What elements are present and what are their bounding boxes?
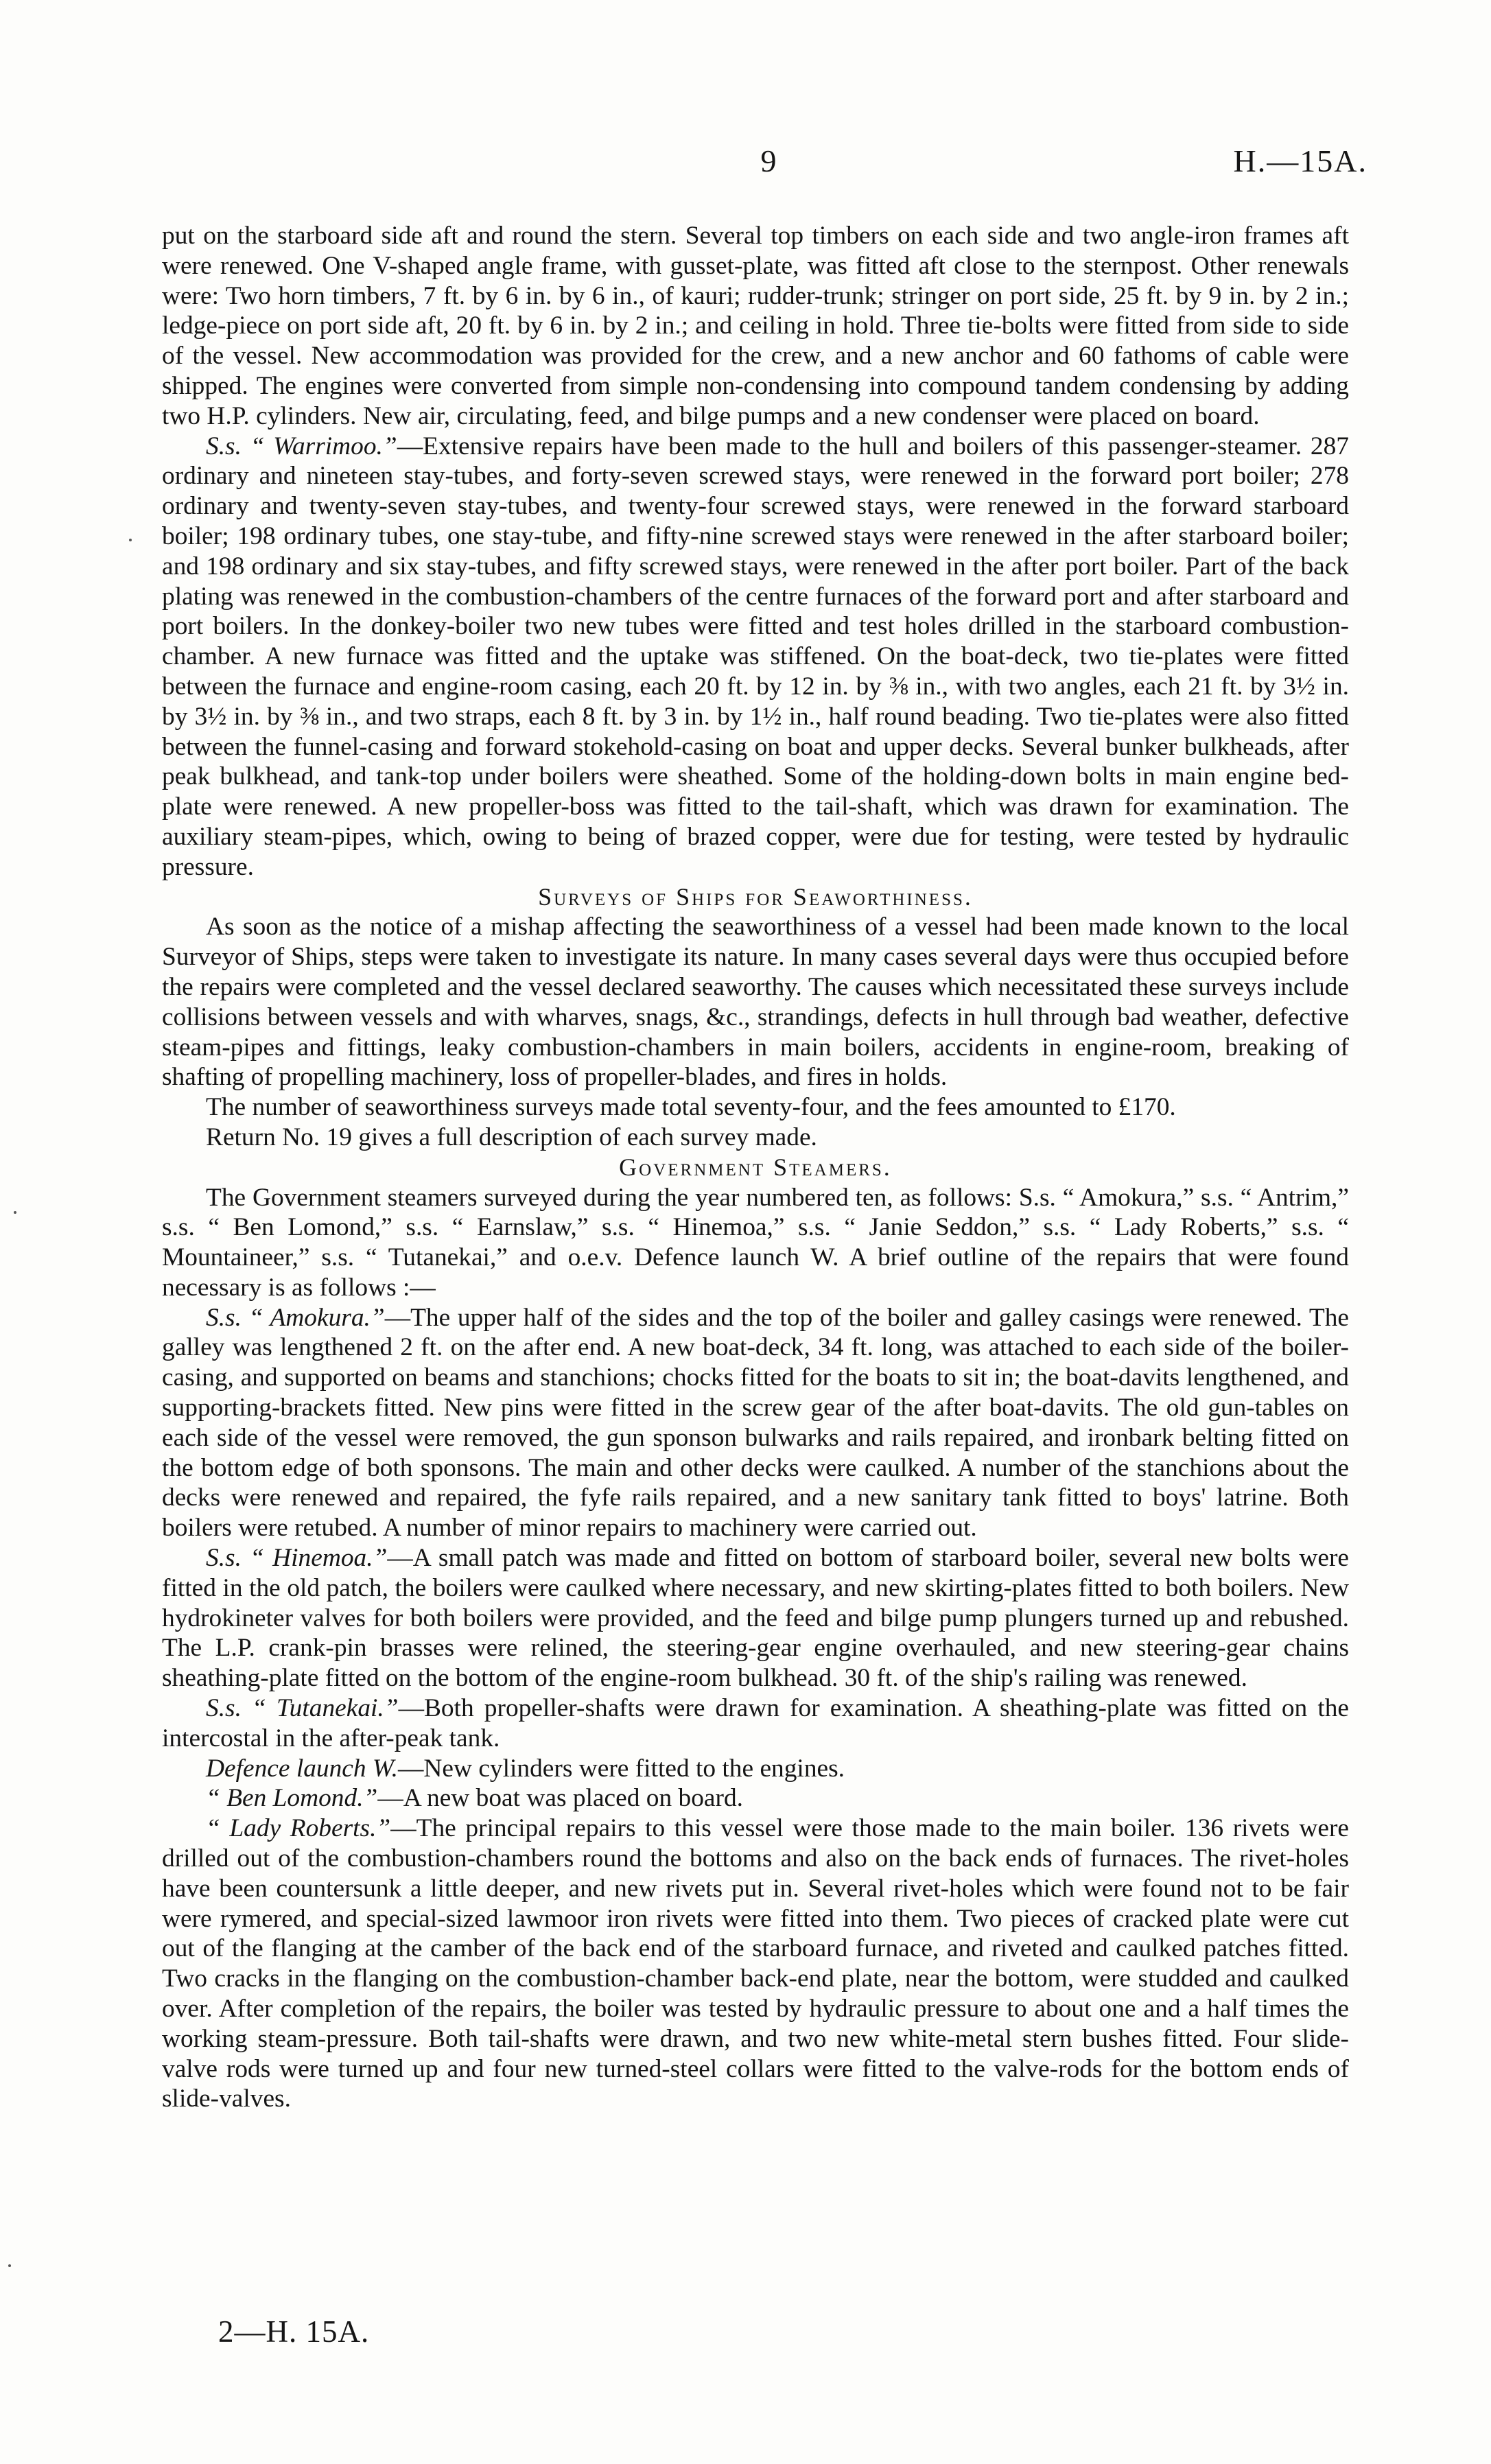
paragraph-text: —A new boat was placed on board. xyxy=(377,1784,744,1813)
section-heading-seaworthiness: Surveys of Ships for Seaworthiness. xyxy=(538,882,973,911)
scan-speck xyxy=(14,1211,16,1214)
vessel-name-warrimoo: S.s. “ Warrimoo.” xyxy=(206,432,397,460)
paragraph-text: —New cylinders were fitted to the engines. xyxy=(398,1754,845,1783)
paragraph-warrimoo xyxy=(162,432,1349,882)
document-body xyxy=(162,221,1349,2114)
paragraph-defence-launch xyxy=(162,1754,1349,1784)
paragraph-text: —A small patch was made and fitted on bottom of starboard boiler, several new bolts were fitted in the old patch, the boilers were caulked where necessary, and new skirting-plates fitted to both boilers. New hydrokineter valves for both boilers were provided, and the feed and bilge pump plungers turned up and rebushed. The L.P. crank-pin brasses were relined, the steering-gear engine overhauled, and new steering-gear chains sheathing-plate fitted on the bottom of the engine-room bulkhead. 30 ft. of the ship's railing was renewed. xyxy=(162,1544,1349,1693)
paragraph-text: —Extensive repairs have been made to the hull and boilers of this passenger-steamer. 287 ordinary and nineteen stay-tubes, and forty-seven screwed stays, were renewed in the forward port boiler; 278 ordinary and twenty-seven stay-tubes, and twenty-four screwed stays, were renewed in the forward starboard boiler; 198 ordinary tubes, one stay-tube, and fifty-nine screwed stays were renewed in the after starboard boiler; and 198 ordinary and six stay-tubes, and fifty screwed stays, were renewed in the after port boiler. Part of the back plating was renewed in the combustion-chambers of the centre furnaces of the forward port and after starboard and port boilers. In the donkey-boiler two new tubes were fitted and test holes drilled in the starboard combustion-chamber. A new furnace was fitted and the uptake was stiffened. On the boat-deck, two tie-plates were fitted between the furnace and engine-room casing, each 20 ft. by 12 in. by ⅜ in., with two angles, each 21 ft. by 3½ in. by 3½ in. by ⅜ in., and two straps, each 8 ft. by 3 in. by 1½ in., half round beading. Two tie-plates were also fitted between the funnel-casing and forward stokehold-casing on boat and upper decks. Several bunker bulkheads, after peak bulkhead, and tank-top under boilers were sheathed. Some of the holding-down bolts in main engine bed-plate were renewed. A new propeller-boss was fitted to the tail-shaft, which was drawn for examination. The auxiliary steam-pipes, which, owing to being of brazed copper, were due for testing, were tested by hydraulic pressure. xyxy=(162,432,1349,881)
paragraph-government-steamers: The Government steamers surveyed during the year numbered ten, as follows: S.s. “ Amokura,” s.s. “ Antrim,” s.s. “ Ben Lomond,” s.s. “ Earnslaw,” s.s. “ Hinemoa,” s.s. “ Janie Seddon,” s.s. “ Lady Roberts,” s.s. “ Mountaineer,” s.s. “ Tutanekai,” and o.e.v. Defence launch W. A brief outline of the repairs that were found necessary is as follows :— xyxy=(162,1183,1349,1302)
printer-signature: 2—H. 15A. xyxy=(218,2314,370,2349)
paragraph-text: —The principal repairs to this vessel were those made to the main boiler. 136 rivets were drilled out of the combustion-chambers round the bottoms and also on the back ends of furnaces. The rivet-holes have been countersunk a little deeper, and new rivets put in. Several rivet-holes which were found not to be fair were rymered, and special-sized lawmoor iron rivets were fitted into them. Two pieces of cracked plate were cut out of the flanging at the camber of the back end of the starboard furnace, and riveted and caulked patches fitted. Two cracks in the flanging on the combustion-chamber back-end plate, near the bottom, were studded and caulked over. After completion of the repairs, the boiler was tested by hydraulic pressure to about one and a half times the working steam-pressure. Both tail-shafts were drawn, and two new white-metal stern bushes fitted. Four slide-valve rods were turned up and four new turned-steel collars were fitted to the valve-rods for the bottom ends of slide-valves. xyxy=(162,1814,1349,2113)
paragraph-ben-lomond xyxy=(162,1783,1349,1814)
paragraph-return-19: Return No. 19 gives a full description of each survey made. xyxy=(206,1123,817,1151)
paragraph-text: —Both propeller-shafts were drawn for examination. A sheathing-plate was fitted on the intercostal in the after-peak tank. xyxy=(162,1694,1349,1752)
paragraph-tutanekai xyxy=(162,1693,1349,1754)
paragraph-seaworthiness: As soon as the notice of a mishap affecting the seaworthiness of a vessel had been made known to the local Surveyor of Ships, steps were taken to investigate its nature. In many cases several days were thus occupied before the repairs were completed and the vessel declared seaworthy. The causes which necessitated these surveys include collisions between vessels and with wharves, snags, &c., strandings, defects in hull through bad weather, defective steam-pipes and fittings, leaky combustion-chambers in main boilers, accidents in engine-room, breaking of shafting of propelling machinery, loss of propeller-blades, and fires in holds. xyxy=(162,913,1349,1092)
scan-speck xyxy=(8,2264,11,2267)
vessel-name-amokura: S.s. “ Amokura.” xyxy=(206,1303,385,1332)
paragraph-amokura xyxy=(162,1303,1349,1543)
scan-speck xyxy=(129,539,132,541)
paragraph-hinemoa xyxy=(162,1543,1349,1693)
page-number: 9 xyxy=(760,143,777,178)
paragraph-survey-count: The number of seaworthiness surveys made total seventy-four, and the fees amounted to £170. xyxy=(206,1093,1176,1122)
vessel-name-defence-launch: Defence launch W. xyxy=(206,1754,398,1783)
vessel-name-tutanekai: S.s. “ Tutanekai.” xyxy=(206,1694,399,1723)
vessel-name-ben-lomond: “ Ben Lomond.” xyxy=(206,1784,378,1813)
section-heading-government-steamers: Government Steamers. xyxy=(619,1153,892,1181)
vessel-name-hinemoa: S.s. “ Hinemoa.” xyxy=(206,1544,388,1573)
paragraph-lady-roberts xyxy=(162,1814,1349,2114)
vessel-name-lady-roberts: “ Lady Roberts.” xyxy=(206,1814,391,1843)
paragraph-text: —The upper half of the sides and the top of the boiler and galley casings were renewed. The galley was lengthened 2 ft. on the after end. A new boat-deck, 34 ft. long, was attached to each side of the boiler-casing, and supported on beams and stanchions; chocks fitted for the boats to sit in; the boat-davits lengthened, and supporting-brackets fitted. New pins were fitted in the screw gear of the after boat-davits. The old gun-tables on each side of the vessel were removed, the gun sponson bulwarks and rails repaired, and ironbark belting fitted on the bottom edge of both sponsons. The main and other decks were caulked. A number of the stanchions about the decks were renewed and repaired, the fyfe rails repaired, and a new sanitary tank fitted to boys' latrine. Both boilers were retubed. A number of minor repairs to machinery were carried out. xyxy=(162,1303,1349,1542)
document-reference: H.—15A. xyxy=(1233,143,1367,178)
paragraph-continuation: put on the starboard side aft and round the stern. Several top timbers on each side and two angle-iron frames aft were renewed. One V-shaped angle frame, with gusset-plate, was fitted aft close to the sternpost. Other renewals were: Two horn timbers, 7 ft. by 6 in. by 6 in., of kauri; rudder-trunk; stringer on port side, 25 ft. by 9 in. by 2 in.; ledge-piece on port side aft, 20 ft. by 6 in. by 2 in.; and ceiling in hold. Three tie-bolts were fitted from side to side of the vessel. New accommodation was provided for the crew, and a new anchor and 60 fathoms of cable were shipped. The engines were converted from simple non-condensing into compound tandem condensing by adding two H.P. cylinders. New air, circulating, feed, and bilge pumps and a new condenser were placed on board. xyxy=(162,222,1349,430)
